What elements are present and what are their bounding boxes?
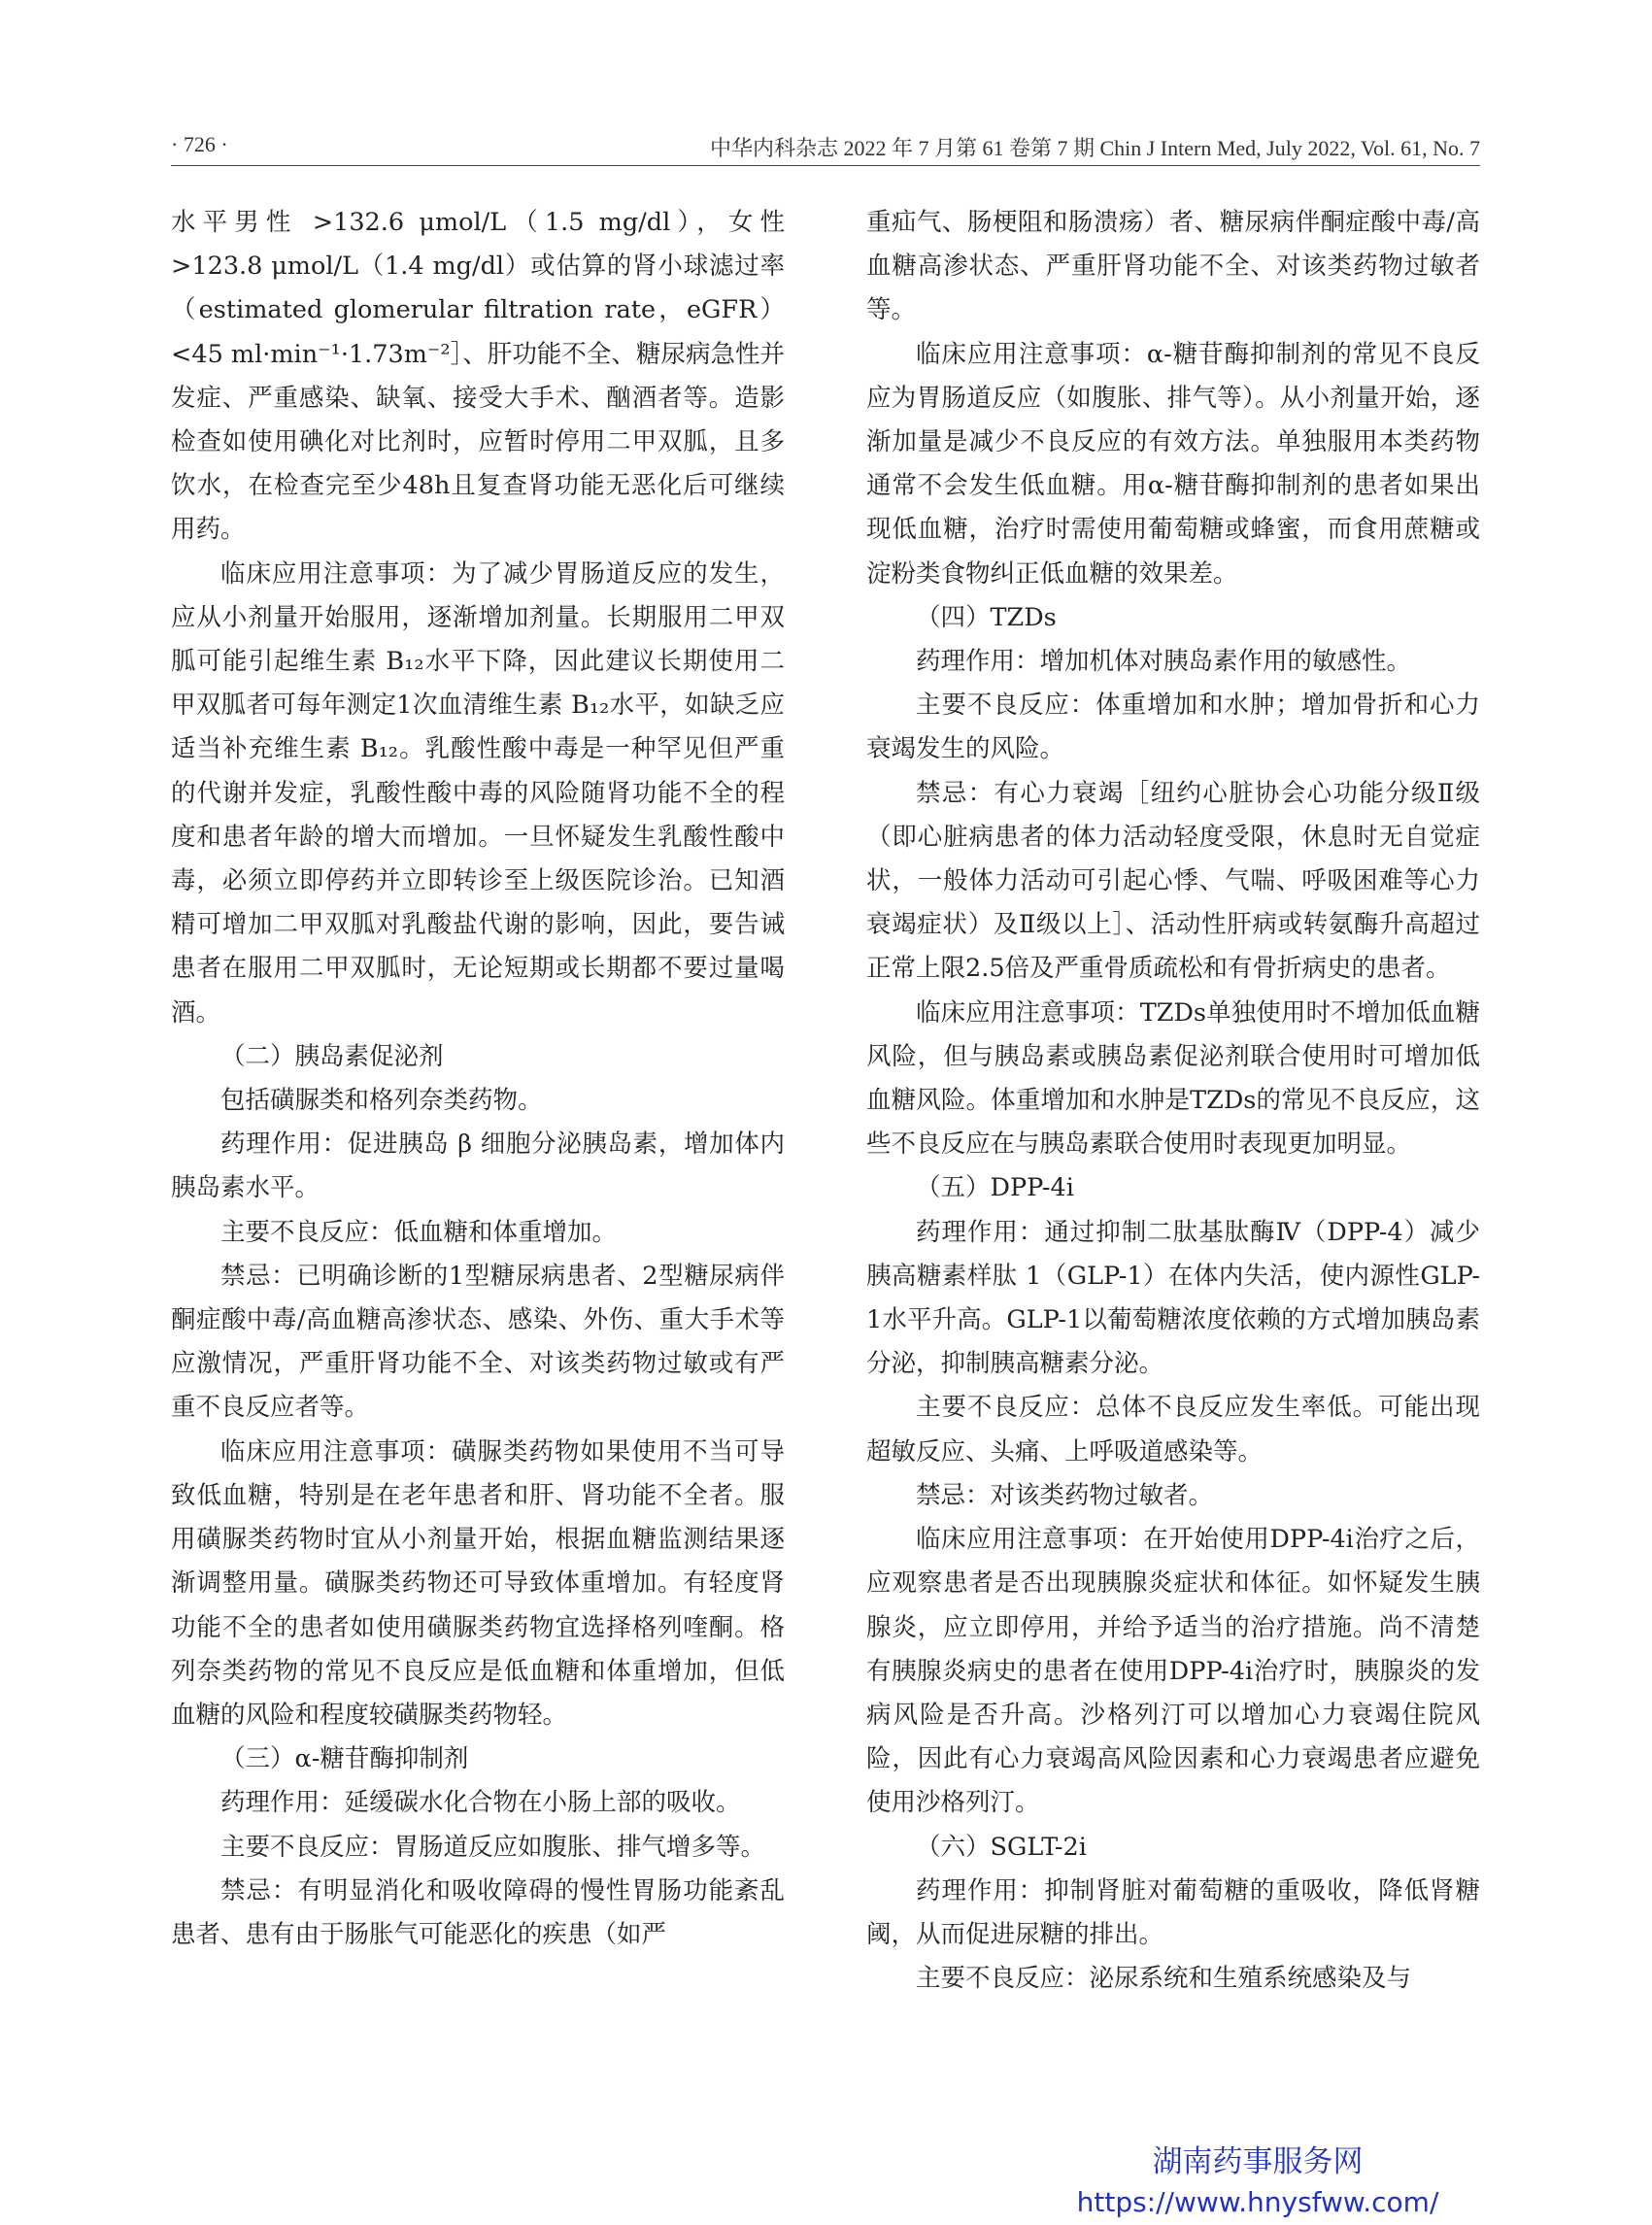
paragraph: 重疝气、肠梗阻和肠溃疡）者、糖尿病伴酮症酸中毒/高血糖高渗状态、严重肝肾功能不全、对该类药物过敏者等。	[866, 208, 1480, 325]
site-watermark	[1063, 2141, 1452, 2223]
paragraph: 禁忌：已明确诊断的1型糖尿病患者、2型糖尿病伴酮症酸中毒/高血糖高渗状态、感染、外伤、重大手术等应激情况，严重肝肾功能不全、对该类药物过敏或有严重不良反应者等。	[171, 1261, 785, 1423]
paragraph: 主要不良反应：低血糖和体重增加。	[220, 1217, 618, 1247]
section-heading: （四）TZDs	[916, 602, 1057, 632]
paragraph: 包括磺脲类和格列奈类药物。	[220, 1086, 543, 1116]
paragraph: 水平男性 >132.6 μmol/L（1.5 mg/dl），女性 >123.8 μmol/L（1.4 mg/dl）或估算的肾小球滤过率（estimated glomerular filtration rate，eGFR）<45 ml·min⁻¹·1.73m⁻²］、肝功能不全、糖尿病急性并发症、严重感染、缺氧、接受大手术、酗酒者等。造影检查如使用碘化对比剂时，应暂时停用二甲双胍，且多饮水，在检查完至少48h且复查肾功能无恶化后可继续用药。	[171, 208, 785, 545]
paragraph: 主要不良反应：总体不良反应发生率低。可能出现超敏反应、头痛、上呼吸道感染等。	[866, 1393, 1480, 1466]
paragraph: 临床应用注意事项：TZDs单独使用时不增加低血糖风险，但与胰岛素或胰岛素促泌剂联合使用时可增加低血糖风险。体重增加和水肿是TZDs的常见不良反应，这些不良反应在与胰岛素联合使用时表现更加明显。	[866, 997, 1480, 1160]
running-header	[171, 132, 1480, 166]
paragraph: 临床应用注意事项：α-糖苷酶抑制剂的常见不良反应为胃肠道反应（如腹胀、排气等）。从小剂量开始，逐渐加量是减少不良反应的有效方法。单独服用本类药物通常不会发生低血糖。用α-糖苷酶抑制剂的患者如果出现低血糖，治疗时需使用葡萄糖或蜂蜜，而食用蔗糖或淀粉类食物纠正低血糖的效果差。	[866, 339, 1480, 589]
paragraph: 药理作用：通过抑制二肽基肽酶Ⅳ（DPP-4）减少胰高糖素样肽 1（GLP-1）在体内失活，使内源性GLP-1水平升高。GLP-1以葡萄糖浓度依赖的方式增加胰岛素分泌，抑制胰高糖素分泌。	[866, 1217, 1480, 1379]
paragraph: 禁忌：有明显消化和吸收障碍的慢性胃肠功能紊乱患者、患有由于肠胀气可能恶化的疾患（如严	[171, 1875, 785, 1949]
section-heading: （六）SGLT-2i	[916, 1832, 1087, 1862]
page-number: · 726 ·	[171, 132, 228, 156]
paragraph: 临床应用注意事项：在开始使用DPP-4i治疗之后，应观察患者是否出现胰腺炎症状和体征。如怀疑发生胰腺炎，应立即停用，并给予适当的治疗措施。尚不清楚有胰腺炎病史的患者在使用DPP-4i治疗时，胰腺炎的发病风险是否升高。沙格列汀可以增加心力衰竭住院风险，因此有心力衰竭高风险因素和心力衰竭患者应避免使用沙格列汀。	[866, 1525, 1480, 1818]
right-column	[866, 201, 1480, 2001]
paragraph: 临床应用注意事项：为了减少胃肠道反应的发生，应从小剂量开始服用，逐渐增加剂量。长期服用二甲双胍可能引起维生素 B₁₂水平下降，因此建议长期使用二甲双胍者可每年测定1次血清维生素 B₁₂水平，如缺乏应适当补充维生素 B₁₂。乳酸性酸中毒是一种罕见但严重的代谢并发症，乳酸性酸中毒的风险随肾功能不全的程度和患者年龄的增大而增加。一旦怀疑发生乳酸性酸中毒，必须立即停药并立即转诊至上级医院诊治。已知酒精可增加二甲双胍对乳酸盐代谢的影响，因此，要告诫患者在服用二甲双胍时，无论短期或长期都不要过量喝酒。	[171, 558, 785, 1028]
paragraph: 药理作用：抑制肾脏对葡萄糖的重吸收，降低肾糖阈，从而促进尿糖的排出。	[866, 1875, 1480, 1949]
paragraph: 临床应用注意事项：磺脲类药物如果使用不当可导致低血糖，特别是在老年患者和肝、肾功能不全者。服用磺脲类药物时宜从小剂量开始，根据血糖监测结果逐渐调整用量。磺脲类药物还可导致体重增加。有轻度肾功能不全的患者如使用磺脲类药物宜选择格列喹酮。格列奈类药物的常见不良反应是低血糖和体重增加，但低血糖的风险和程度较磺脲类药物轻。	[171, 1436, 785, 1730]
section-heading: （二）胰岛素促泌剂	[220, 1041, 444, 1071]
paragraph: 主要不良反应：胃肠道反应如腹胀、排气增多等。	[220, 1832, 766, 1862]
paragraph: 药理作用：延缓碳水化合物在小肠上部的吸收。	[220, 1788, 741, 1818]
section-heading: （五）DPP-4i	[916, 1173, 1074, 1203]
paragraph: 禁忌：有心力衰竭［纽约心脏协会心功能分级Ⅱ级（即心脏病患者的体力活动轻度受限，休息时无自觉症状，一般体力活动可引起心悸、气喘、呼吸困难等心力衰竭症状）及Ⅱ级以上］、活动性肝病或转氨酶升高超过正常上限2.5倍及严重骨质疏松和有骨折病史的患者。	[866, 778, 1480, 984]
watermark-site-name: 湖南药事服务网	[1152, 2144, 1364, 2179]
paragraph: 药理作用：促进胰岛 β 细胞分泌胰岛素，增加体内胰岛素水平。	[171, 1129, 785, 1203]
section-heading: （三）α-糖苷酶抑制剂	[220, 1744, 469, 1774]
watermark-url: https://www.hnysfww.com/	[1076, 2186, 1439, 2218]
left-column	[171, 201, 785, 1957]
journal-citation: 中华内科杂志 2022 年 7 月第 61 卷第 7 期 Chin J Intern Med, July 2022, Vol. 61, No. 7	[709, 136, 1480, 160]
paragraph: 主要不良反应：泌尿系统和生殖系统感染及与	[916, 1964, 1412, 1994]
paragraph: 主要不良反应：体重增加和水肿；增加骨折和心力衰竭发生的风险。	[866, 691, 1480, 764]
paragraph: 禁忌：对该类药物过敏者。	[916, 1480, 1214, 1510]
paragraph: 药理作用：增加机体对胰岛素作用的敏感性。	[916, 647, 1412, 677]
